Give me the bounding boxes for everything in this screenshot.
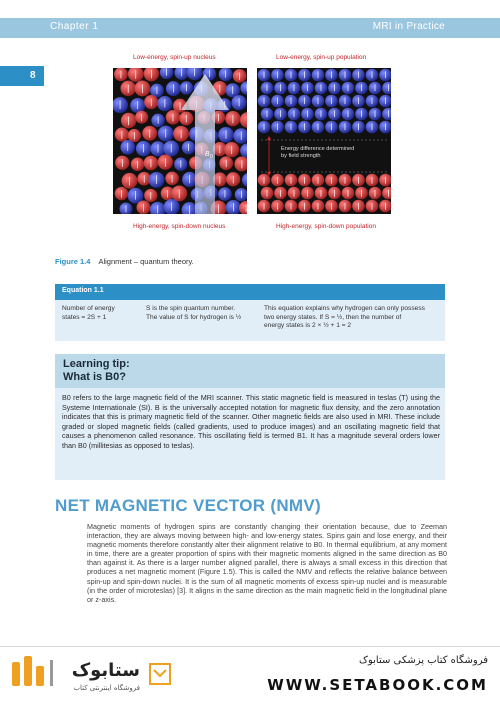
spin-up-nucleus bbox=[379, 121, 391, 134]
figure-caption bbox=[55, 257, 194, 266]
right-bottom-label: High-energy, spin-down population bbox=[276, 223, 376, 230]
equation-col2: S is the spin quantum number. The value of S for hydrogen is ½ bbox=[146, 305, 242, 321]
svg-text:0: 0 bbox=[210, 154, 213, 160]
book-title: MRI in Practice bbox=[372, 21, 445, 32]
right-top-label: Low-energy, spin-up population bbox=[276, 54, 367, 61]
spin-up-nucleus bbox=[382, 82, 391, 95]
equation-col1: Number of energy states = 2S + 1 bbox=[62, 305, 115, 321]
footer-divider bbox=[0, 646, 500, 647]
caption-number: Figure 1.4 bbox=[55, 257, 91, 266]
setabook-logo bbox=[10, 650, 180, 696]
equation-title: Equation 1.1 bbox=[62, 287, 104, 294]
section-paragraph: Magnetic moments of hydrogen spins are constantly changing their orientation because, due to Zeeman interaction, they are always moving between high- and low-energy states. Spins gain and lose energy, and their magnetic moments therefore constantly alter their alignment relative to B0. In thermal equilibrium, at any moment in time, there are a greater proportion of spins with their magnetic moments aligned in the same direction as B0 than against it. As there is a larger number aligned parallel, there is always a small excess in this direction that produces a net magnetic moment (Figure 1.5). This is called the NMV and reflects the relative balance between spin-up and spin-down nuclei. It is the sum of all magnetic moments of excess spin-up nuclei and is measurable (in the order of microteslas) [3]. It aligns in the same direction as the main magnetic field in the longitudinal plane or z-axis. bbox=[87, 522, 447, 604]
svg-text:فروشگاه اینترنتی کتاب: فروشگاه اینترنتی کتاب bbox=[73, 684, 140, 692]
left-bottom-label: High-energy, spin-down nucleus bbox=[133, 223, 226, 230]
svg-text:by field strength: by field strength bbox=[281, 153, 321, 159]
svg-text:Energy difference determined: Energy difference determined bbox=[281, 146, 355, 152]
spin-alignment-figure-right bbox=[257, 68, 391, 214]
equation-col3: This equation explains why hydrogen can only possess two energy states. If S = ½, then the number of energy states is 2 × ½ + 1 = 2 bbox=[264, 305, 425, 329]
spin-down-nucleus bbox=[379, 174, 391, 187]
spin-up-nucleus bbox=[379, 69, 391, 82]
ordered-spins-image bbox=[257, 68, 391, 214]
spin-up-nucleus bbox=[379, 95, 391, 108]
spin-down-nucleus bbox=[234, 157, 247, 172]
spin-up-nucleus bbox=[113, 97, 128, 113]
spin-down-nucleus bbox=[379, 200, 391, 213]
chapter-label: Chapter 1 bbox=[50, 21, 99, 32]
spin-down-nucleus bbox=[240, 112, 247, 128]
random-spins-image bbox=[113, 68, 247, 214]
spin-up-nucleus bbox=[240, 144, 247, 158]
equation-header bbox=[55, 284, 445, 300]
store-url[interactable]: WWW.SETABOOK.COM bbox=[267, 676, 488, 694]
spin-up-nucleus bbox=[242, 173, 247, 188]
spin-up-nucleus bbox=[240, 81, 247, 94]
learning-tip-title: Learning tip: What is B0? bbox=[63, 358, 130, 383]
page-number-tab bbox=[0, 66, 44, 86]
spin-down-nucleus bbox=[382, 187, 391, 200]
svg-text:ستابوک: ستابوک bbox=[71, 660, 140, 681]
spin-up-nucleus bbox=[233, 128, 247, 143]
left-top-label: Low-energy, spin-up nucleus bbox=[133, 54, 216, 61]
logo-graphic bbox=[10, 650, 180, 696]
spin-up-nucleus bbox=[382, 108, 391, 121]
spin-alignment-figure-left bbox=[113, 68, 247, 214]
page-number: 8 bbox=[30, 70, 36, 81]
spin-up-nucleus bbox=[235, 188, 247, 201]
caption-text: Alignment – quantum theory. bbox=[98, 257, 194, 266]
store-name: فروشگاه کتاب پزشکی ستابوک bbox=[359, 655, 488, 666]
svg-text:B: B bbox=[205, 151, 210, 158]
section-heading: NET MAGNETIC VECTOR (NMV) bbox=[55, 496, 321, 515]
learning-tip-text: B0 refers to the large magnetic field of the MRI scanner. This static magnetic field is measured in teslas (T) using the Systeme Internationale (SI). B is the universally accepted notation for magnetic flux density, and the zero annotation indicates that this is primary magnetic field of the scanner. Other magnetic fields are also used in MRI. These include graded or sloped magnetic fields (called gradients, used to produce images) and an oscillating magnetic field that causes a phenomenon called resonance. This oscillating field is termed B1. It has a magnitude several orders lower than B0 (millitesias as opposed to teslas). bbox=[62, 393, 440, 450]
